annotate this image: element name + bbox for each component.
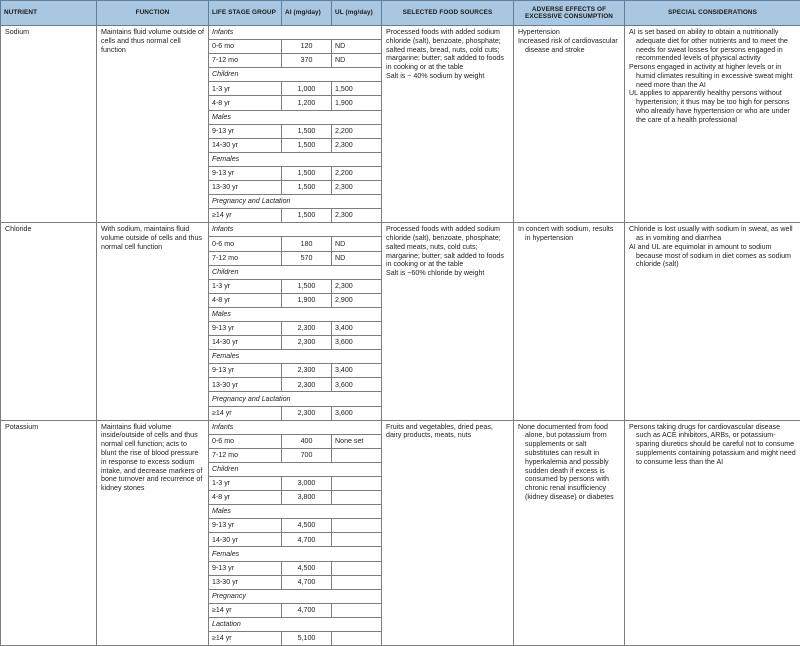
life-stage-subheader: Females (209, 350, 382, 364)
ul-value: ND (332, 40, 382, 54)
life-stage-group: 9-13 yr (209, 124, 282, 138)
adverse-effect-text: Increased risk of cardiovascular disease and stroke (518, 37, 620, 55)
life-stage-subheader: Pregnancy and Lactation (209, 392, 382, 406)
life-stage-subheader: Infants (209, 420, 382, 434)
ai-value: 3,000 (282, 477, 332, 491)
life-stage-group: 9-13 yr (209, 166, 282, 180)
ul-value: 2,900 (332, 293, 382, 307)
life-stage-group: 1-3 yr (209, 82, 282, 96)
ai-value: 3,800 (282, 491, 332, 505)
life-stage-group: 13-30 yr (209, 378, 282, 392)
ai-value: 120 (282, 40, 332, 54)
adverse-effects (514, 223, 625, 420)
special-consideration-text: AI and UL are equimolar in amount to sodium because most of sodium in diet comes as sodium chloride (salt) (629, 243, 796, 269)
life-stage-group: 4-8 yr (209, 491, 282, 505)
ul-value: 2,200 (332, 166, 382, 180)
life-stage-subheader: Infants (209, 26, 382, 40)
header-nutrient: NUTRIENT (1, 1, 97, 26)
life-stage-group: 13-30 yr (209, 575, 282, 589)
nutrient-name: Potassium (1, 420, 97, 646)
life-stage-group: 14-30 yr (209, 336, 282, 350)
life-stage-subheader: Children (209, 68, 382, 82)
ai-value: 1,500 (282, 181, 332, 195)
life-stage-group: 7-12 mo (209, 251, 282, 265)
life-stage-subheader: Pregnancy and Lactation (209, 195, 382, 209)
ai-value: 180 (282, 237, 332, 251)
ul-value (332, 533, 382, 547)
ul-value (332, 519, 382, 533)
ai-value: 4,700 (282, 575, 332, 589)
life-stage-group: 1-3 yr (209, 279, 282, 293)
special-consideration-text: Persons taking drugs for cardiovascular disease such as ACE inhibitors, ARBs, or potassium-sparing diuretics should be careful not to consume supplements containing potassium and might need to consume less than the AI (629, 423, 796, 467)
ul-value (332, 632, 382, 646)
life-stage-group: 7-12 mo (209, 54, 282, 68)
ul-value: ND (332, 54, 382, 68)
ai-value: 2,300 (282, 406, 332, 420)
special-consideration-text: Chloride is lost usually with sodium in sweat, as well as in vomiting and diarrhea (629, 225, 796, 243)
food-sources (382, 420, 514, 646)
nutrient-function: Maintains fluid volume inside/outside of cells and thus normal cell function; acts to blunt the rise of blood pressure in response to excess sodium intake, and decrease markers of bone turnover and recurrence of kidney stones (97, 420, 209, 646)
ul-value: 3,600 (332, 336, 382, 350)
life-stage-group: 14-30 yr (209, 138, 282, 152)
life-stage-subheader: Children (209, 265, 382, 279)
nutrient-name: Sodium (1, 26, 97, 223)
special-considerations (625, 223, 800, 420)
life-stage-subheader: Infants (209, 223, 382, 237)
life-stage-group: 9-13 yr (209, 321, 282, 335)
life-stage-subheader: Pregnancy (209, 589, 382, 603)
ai-value: 1,500 (282, 138, 332, 152)
life-stage-group: 4-8 yr (209, 293, 282, 307)
life-stage-group: 1-3 yr (209, 477, 282, 491)
life-stage-group: 0-6 mo (209, 434, 282, 448)
ai-value: 370 (282, 54, 332, 68)
ai-value: 1,000 (282, 82, 332, 96)
life-stage-group: 7-12 mo (209, 448, 282, 462)
food-source-text: Salt is ~ 40% sodium by weight (386, 72, 509, 81)
header-adverse-effects: ADVERSE EFFECTS OF EXCESSIVE CONSUMPTION (514, 1, 625, 26)
food-sources (382, 223, 514, 420)
ai-value: 400 (282, 434, 332, 448)
ul-value: None set (332, 434, 382, 448)
table-row (1, 223, 800, 237)
life-stage-group: 0-6 mo (209, 237, 282, 251)
ai-value: 4,500 (282, 519, 332, 533)
life-stage-group: ≥14 yr (209, 603, 282, 617)
ai-value: 1,500 (282, 124, 332, 138)
adverse-effect-text: None documented from food alone, but potassium from supplements or salt substitutes can result in hyperkalemia and possibly sudden death if excess is consumed by persons with chronic renal insufficiency (kidney disease) or diabetes (518, 423, 620, 502)
ul-value: 3,400 (332, 364, 382, 378)
special-consideration-text: UL applies to apparently healthy persons without hypertension; it thus may be too high for persons who already have hypertension or who are under the care of a health professional (629, 89, 796, 124)
life-stage-group: ≥14 yr (209, 209, 282, 223)
table-row (1, 420, 800, 434)
ai-value: 570 (282, 251, 332, 265)
ul-value (332, 491, 382, 505)
ul-value: 1,900 (332, 96, 382, 110)
life-stage-subheader: Females (209, 547, 382, 561)
life-stage-group: 9-13 yr (209, 519, 282, 533)
life-stage-group: 9-13 yr (209, 364, 282, 378)
life-stage-group: 13-30 yr (209, 181, 282, 195)
ul-value: ND (332, 237, 382, 251)
life-stage-subheader: Children (209, 462, 382, 476)
life-stage-subheader: Lactation (209, 617, 382, 631)
ul-value (332, 561, 382, 575)
ul-value: ND (332, 251, 382, 265)
food-sources (382, 26, 514, 223)
ul-value (332, 603, 382, 617)
ul-value: 3,600 (332, 406, 382, 420)
header-ai: AI (mg/day) (282, 1, 332, 26)
ai-value: 5,100 (282, 632, 332, 646)
ul-value (332, 477, 382, 491)
adverse-effect-text: Hypertension (518, 28, 620, 37)
nutrient-name: Chloride (1, 223, 97, 420)
ai-value: 1,500 (282, 166, 332, 180)
food-source-text: Processed foods with added sodium chloride (salt), benzoate, phosphate; salted meats, nuts, cold cuts; margarine; butter; salt added to foods in cooking or at the table (386, 225, 509, 269)
nutrient-function: With sodium, maintains fluid volume outside of cells and thus normal cell function (97, 223, 209, 420)
table-row (1, 26, 800, 40)
food-source-text: Fruits and vegetables, dried peas, dairy products, meats, nuts (386, 423, 509, 441)
life-stage-subheader: Males (209, 307, 382, 321)
life-stage-group: 0-6 mo (209, 40, 282, 54)
special-consideration-text: Persons engaged in activity at higher levels or in humid climates resulting in excessive sweat might need more than the AI (629, 63, 796, 89)
table-body (1, 26, 800, 646)
ul-value: 2,300 (332, 138, 382, 152)
ul-value: 2,300 (332, 279, 382, 293)
header-food-sources: SELECTED FOOD SOURCES (382, 1, 514, 26)
life-stage-subheader: Females (209, 152, 382, 166)
food-source-text: Processed foods with added sodium chloride (salt), benzoate, phosphate; salted meats, bread, nuts, cold cuts; margarine; butter; salt added to foods in cooking or at the table (386, 28, 509, 72)
header-row (1, 1, 800, 26)
ai-value: 2,300 (282, 321, 332, 335)
header-function: FUNCTION (97, 1, 209, 26)
ai-value: 1,500 (282, 279, 332, 293)
ul-value (332, 575, 382, 589)
special-consideration-text: AI is set based on ability to obtain a nutritionally adequate diet for other nutrients and to meet the needs for sweat losses for persons engaged in recommended levels of physical activity (629, 28, 796, 63)
ai-value: 4,500 (282, 561, 332, 575)
header-ul: UL (mg/day) (332, 1, 382, 26)
ai-value: 2,300 (282, 336, 332, 350)
adverse-effects (514, 420, 625, 646)
ai-value: 4,700 (282, 533, 332, 547)
ai-value: 4,700 (282, 603, 332, 617)
food-source-text: Salt is ~60% chloride by weight (386, 269, 509, 278)
life-stage-group: 14-30 yr (209, 533, 282, 547)
ul-value: 2,200 (332, 124, 382, 138)
ul-value (332, 448, 382, 462)
ul-value: 2,300 (332, 209, 382, 223)
special-considerations (625, 26, 800, 223)
ul-value: 1,500 (332, 82, 382, 96)
life-stage-group: ≥14 yr (209, 632, 282, 646)
ul-value: 2,300 (332, 181, 382, 195)
ai-value: 1,200 (282, 96, 332, 110)
header-special-considerations: SPECIAL CONSIDERATIONS (625, 1, 800, 26)
ai-value: 1,900 (282, 293, 332, 307)
header-life-stage: LIFE STAGE GROUP (209, 1, 282, 26)
life-stage-group: ≥14 yr (209, 406, 282, 420)
special-considerations (625, 420, 800, 646)
life-stage-subheader: Males (209, 110, 382, 124)
adverse-effects (514, 26, 625, 223)
ai-value: 700 (282, 448, 332, 462)
life-stage-group: 4-8 yr (209, 96, 282, 110)
ul-value: 3,400 (332, 321, 382, 335)
adverse-effect-text: In concert with sodium, results in hypertension (518, 225, 620, 243)
ul-value: 3,600 (332, 378, 382, 392)
ai-value: 2,300 (282, 378, 332, 392)
life-stage-group: 9-13 yr (209, 561, 282, 575)
ai-value: 1,500 (282, 209, 332, 223)
life-stage-subheader: Males (209, 505, 382, 519)
ai-value: 2,300 (282, 364, 332, 378)
nutrient-function: Maintains fluid volume outside of cells and thus normal cell function (97, 26, 209, 223)
